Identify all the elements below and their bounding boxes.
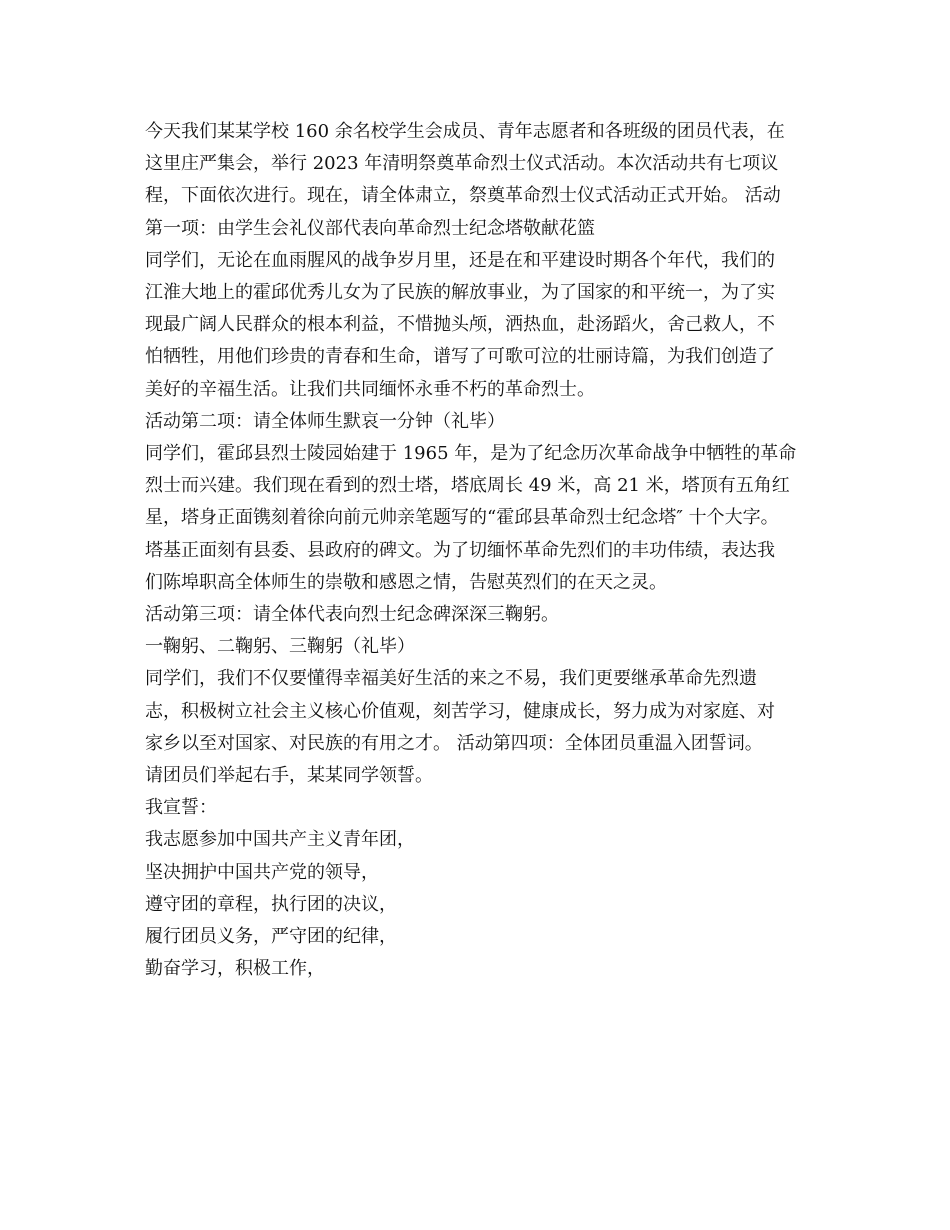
paragraph: [145, 116, 810, 245]
text-line: 志，积极树立社会主义核心价值观，刻苦学习，健康成长，努力成为对家庭、对: [145, 700, 775, 722]
paragraph: [145, 663, 810, 760]
paragraph: [145, 599, 810, 631]
paragraph: [145, 760, 810, 792]
text-line: 怕牺牲，用他们珍贵的青春和生命，谱写了可歌可泣的壮丽诗篇，为我们创造了: [145, 346, 775, 368]
paragraph: [145, 921, 810, 953]
paragraph: [145, 631, 810, 663]
paragraph: [145, 824, 810, 856]
paragraph: [145, 438, 810, 599]
text-line: 今天我们某某学校 160 余名校学生会成员、青年志愿者和各班级的团员代表，在: [145, 121, 785, 142]
text-line: 美好的辛福生活。让我们共同缅怀永垂不朽的革命烈士。: [145, 378, 595, 400]
text-line: 活动第三项：请全体代表向烈士纪念碑深深三鞠躬。: [145, 604, 559, 626]
text-line: 一鞠躬、二鞠躬、三鞠躬（礼毕）: [145, 636, 415, 658]
paragraph: [145, 792, 810, 824]
text-line: 请团员们举起右手，某某同学领誓。: [145, 765, 433, 787]
text-line: 星，塔身正面镌刻着徐向前元帅亲笔题写的“霍邱县革命烈士纪念塔″ 十个大字。: [145, 507, 779, 529]
text-line: 家乡以至对国家、对民族的有用之才。 活动第四项：全体团员重温入团誓词。: [145, 732, 763, 754]
text-line: 活动第二项：请全体师生默哀一分钟（礼毕）: [145, 410, 505, 432]
text-line: 烈士而兴建。我们现在看到的烈士塔，塔底周长 49 米，高 21 米，塔顶有五角红: [145, 475, 790, 497]
text-line: 同学们，我们不仅要懂得幸福美好生活的来之不易，我们更要继承革命先烈遗: [145, 668, 757, 690]
text-line: 勤奋学习，积极工作，: [145, 958, 325, 980]
document-body: [145, 116, 810, 985]
text-line: 江淮大地上的霍邱优秀儿女为了民族的解放事业，为了国家的和平统一，为了实: [145, 282, 775, 304]
text-line: 遵守团的章程，执行团的决议，: [145, 893, 397, 915]
text-line: 第一项：由学生会礼仪部代表向革命烈士纪念塔敬献花篮: [145, 217, 595, 239]
text-line: 履行团员义务，严守团的纪律，: [145, 926, 397, 948]
text-line: 们陈埠职高全体师生的崇敬和感恩之情，告慰英烈们的在天之灵。: [145, 571, 667, 593]
text-line: 同学们，无论在血雨腥风的战争岁月里，还是在和平建设时期各个年代，我们的: [145, 249, 775, 271]
text-line: 现最广阔人民群众的根本利益，不惜抛头颅，洒热血，赴汤蹈火，舍己救人，不: [145, 314, 775, 336]
text-line: 我志愿参加中国共产主义青年团，: [145, 829, 415, 851]
text-line: 这里庄严集会，举行 2023 年清明祭奠革命烈士仪式活动。本次活动共有七项议: [145, 153, 779, 175]
paragraph: [145, 857, 810, 889]
text-line: 程，下面依次进行。现在，请全体肃立，祭奠革命烈士仪式活动正式开始。 活动: [145, 185, 781, 207]
paragraph: [145, 953, 810, 985]
paragraph: [145, 406, 810, 438]
text-line: 我宣誓：: [145, 797, 217, 819]
text-line: 坚决拥护中国共产党的领导，: [145, 861, 379, 883]
text-line: 塔基正面刻有县委、县政府的碑文。为了切缅怀革命先烈们的丰功伟绩，表达我: [145, 539, 775, 561]
text-line: 同学们，霍邱县烈士陵园始建于 1965 年，是为了纪念历次革命战争中牺牲的革命: [145, 443, 797, 465]
paragraph: [145, 889, 810, 921]
paragraph: [145, 245, 810, 406]
